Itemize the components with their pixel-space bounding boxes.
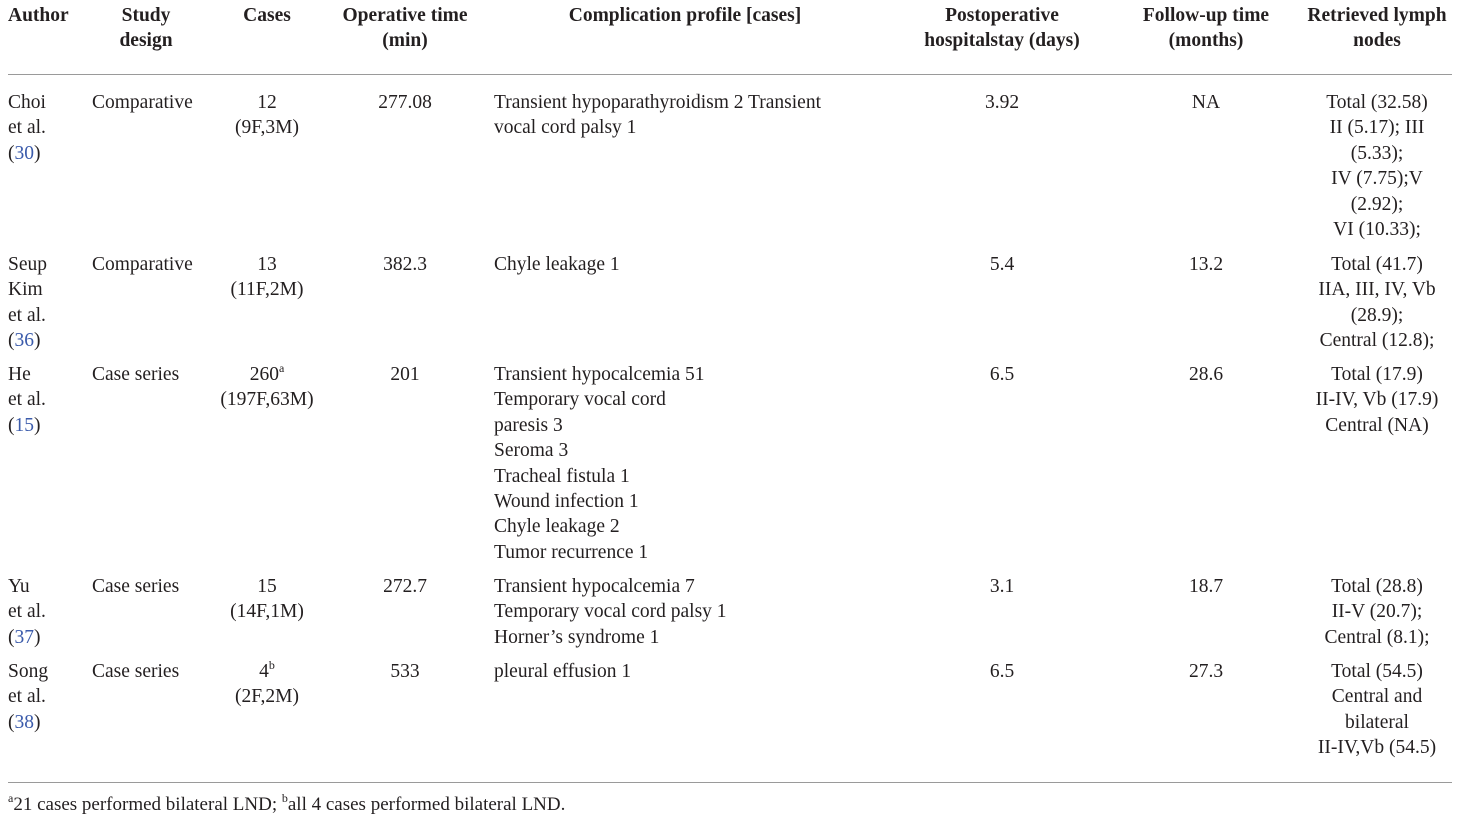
header-cases: Cases	[243, 5, 291, 26]
study-design-cell	[92, 659, 210, 684]
header-lymph-nodes: Retrieved lymph nodes	[1307, 5, 1447, 52]
lymph-nodes-cell	[1298, 659, 1456, 761]
cases-detail: (9F,3M)	[235, 117, 299, 139]
followup-cell	[1124, 659, 1288, 684]
author-line: Seup	[8, 254, 47, 275]
operative-time-value: 277.08	[378, 92, 432, 113]
reference-link[interactable]: 30	[14, 142, 34, 164]
reference-link[interactable]: 36	[14, 330, 34, 352]
cases-cell	[210, 362, 324, 413]
lymph-nodes-line: II-IV, Vb (17.9)	[1315, 389, 1439, 411]
complication-line: Horner’s syndrome 1	[494, 626, 660, 648]
complication-line: paresis 3	[494, 414, 563, 436]
header-followup: Follow-up time (months)	[1142, 5, 1270, 52]
hospital-stay-cell	[900, 252, 1104, 277]
complication-line: Tumor recurrence 1	[494, 541, 649, 563]
complication-line: Temporary vocal cord	[494, 389, 666, 411]
author-cell	[8, 362, 84, 438]
footnote	[8, 792, 565, 817]
followup-cell	[1124, 252, 1288, 277]
lymph-nodes-line: Central and	[1331, 686, 1423, 708]
operative-time-cell	[330, 574, 480, 599]
footnote-mark-a: a	[8, 790, 14, 805]
cases-count-line	[210, 574, 324, 599]
cases-detail: (2F,2M)	[235, 686, 299, 708]
study-design-value: Case series	[92, 576, 180, 597]
reference-link[interactable]: 38	[14, 711, 34, 733]
operative-time-cell	[330, 362, 480, 387]
study-design-cell	[92, 574, 210, 599]
complication-cell	[494, 252, 894, 277]
reference-line: (15)	[8, 414, 41, 436]
lymph-nodes-cell	[1298, 574, 1456, 650]
cases-cell	[210, 252, 324, 303]
author-cell	[8, 90, 84, 166]
lymph-nodes-line: Central (NA)	[1325, 414, 1429, 436]
study-design-cell	[92, 252, 210, 277]
author-cell	[8, 574, 84, 650]
lymph-nodes-line: Total (28.8)	[1331, 576, 1423, 597]
author-line: et al.	[8, 686, 46, 708]
cases-count-line	[210, 659, 324, 684]
hospital-stay-value: 3.1	[989, 576, 1015, 597]
cases-count-line	[210, 362, 324, 387]
complication-line: Temporary vocal cord palsy 1	[494, 601, 727, 623]
hospital-stay-cell	[900, 90, 1104, 115]
lymph-nodes-line: (28.9);	[1350, 304, 1404, 326]
complication-cell	[494, 659, 894, 684]
author-line: Song	[8, 661, 49, 682]
operative-time-value: 272.7	[383, 576, 427, 597]
complication-line: Tracheal fistula 1	[494, 465, 630, 487]
author-line: Choi	[8, 92, 46, 113]
cases-count: 12	[257, 92, 277, 113]
cases-footnote-mark: b	[268, 657, 275, 672]
operative-time-value: 533	[390, 661, 420, 682]
reference-link[interactable]: 37	[14, 626, 34, 648]
lymph-nodes-line: Total (17.9)	[1331, 364, 1423, 385]
reference-line: (36)	[8, 330, 41, 352]
lymph-nodes-line: II-V (20.7);	[1331, 601, 1423, 623]
lymph-nodes-line: Total (41.7)	[1331, 254, 1423, 275]
header-operative-time: Operative time (min)	[342, 5, 468, 52]
complication-line: Transient hypocalcemia 7	[494, 576, 695, 597]
complication-line: Chyle leakage 2	[494, 516, 620, 538]
complication-cell	[494, 90, 894, 141]
cases-count: 260	[249, 364, 279, 385]
cases-count-line	[210, 90, 324, 115]
complication-line: Transient hypoparathyroidism 2 Transient	[494, 92, 821, 113]
complication-line: vocal cord palsy 1	[494, 117, 637, 139]
hospital-stay-cell	[900, 574, 1104, 599]
footnote-b-text: all 4 cases performed bilateral LND.	[287, 794, 566, 815]
cases-cell	[210, 659, 324, 710]
complication-line: Seroma 3	[494, 440, 569, 462]
lymph-nodes-line: VI (10.33);	[1333, 219, 1421, 241]
followup-value: NA	[1191, 92, 1221, 113]
operative-time-cell	[330, 659, 480, 684]
cases-cell	[210, 90, 324, 141]
complication-cell	[494, 574, 894, 650]
footer-rule	[8, 782, 1452, 783]
lymph-nodes-line: IIA, III, IV, Vb	[1318, 279, 1436, 301]
complication-cell	[494, 362, 894, 565]
lymph-nodes-line: Total (54.5)	[1331, 661, 1423, 682]
cases-detail: (197F,63M)	[220, 389, 314, 411]
followup-cell	[1124, 90, 1288, 115]
hospital-stay-cell	[900, 362, 1104, 387]
lymph-nodes-line: II-IV,Vb (54.5)	[1317, 737, 1437, 759]
author-line: et al.	[8, 601, 46, 623]
author-cell	[8, 252, 84, 354]
header-rule	[8, 74, 1452, 75]
cases-count: 4	[259, 661, 269, 682]
followup-cell	[1124, 574, 1288, 599]
author-line: Yu	[8, 576, 30, 597]
lymph-nodes-cell	[1298, 90, 1456, 242]
footnote-a-text: 21 cases performed bilateral LND;	[13, 794, 282, 815]
operative-time-value: 382.3	[383, 254, 427, 275]
author-line: He	[8, 364, 31, 385]
operative-time-value: 201	[390, 364, 420, 385]
study-design-value: Case series	[92, 364, 180, 385]
complication-line: Chyle leakage 1	[494, 254, 620, 275]
reference-link[interactable]: 15	[14, 414, 34, 436]
cases-count: 15	[257, 576, 277, 597]
reference-line: (38)	[8, 711, 41, 733]
hospital-stay-cell	[900, 659, 1104, 684]
lymph-nodes-line: Total (32.58)	[1326, 92, 1428, 113]
followup-value: 27.3	[1188, 661, 1224, 682]
study-design-value: Case series	[92, 661, 180, 682]
lymph-nodes-line: Central (12.8);	[1319, 330, 1435, 352]
header-author: Author	[8, 5, 69, 26]
author-line: Kim	[8, 279, 43, 301]
author-line: et al.	[8, 389, 46, 411]
hospital-stay-value: 6.5	[989, 364, 1015, 385]
followup-value: 13.2	[1188, 254, 1224, 275]
author-line: et al.	[8, 304, 46, 326]
complication-line: Wound infection 1	[494, 491, 639, 513]
lymph-nodes-line: bilateral	[1345, 711, 1409, 733]
header-postoperative: Postoperative hospitalstay (days)	[924, 5, 1080, 52]
hospital-stay-value: 5.4	[989, 254, 1015, 275]
cases-cell	[210, 574, 324, 625]
study-design-cell	[92, 362, 210, 387]
footnote-mark-b: b	[281, 790, 288, 805]
cases-detail: (11F,2M)	[230, 279, 304, 301]
author-cell	[8, 659, 84, 735]
reference-line: (37)	[8, 626, 41, 648]
cases-count-line	[210, 252, 324, 277]
lymph-nodes-line: Central (8.1);	[1324, 626, 1430, 648]
complication-line: Transient hypocalcemia 51	[494, 364, 705, 385]
study-design-cell	[92, 90, 210, 115]
hospital-stay-value: 6.5	[989, 661, 1015, 682]
followup-value: 28.6	[1188, 364, 1224, 385]
header-study-design: Study design	[119, 5, 173, 52]
operative-time-cell	[330, 252, 480, 277]
cases-footnote-mark: a	[278, 360, 285, 375]
lymph-nodes-line: II (5.17); III	[1329, 117, 1425, 139]
author-line: et al.	[8, 117, 46, 139]
study-design-value: Comparative	[92, 92, 193, 113]
lymph-nodes-cell	[1298, 252, 1456, 354]
lymph-nodes-line: (5.33);	[1350, 142, 1404, 164]
reference-line: (30)	[8, 142, 41, 164]
cases-detail: (14F,1M)	[230, 601, 304, 623]
hospital-stay-value: 3.92	[984, 92, 1020, 113]
lymph-nodes-cell	[1298, 362, 1456, 438]
followup-value: 18.7	[1188, 576, 1224, 597]
lymph-nodes-line: (2.92);	[1350, 193, 1404, 215]
study-design-value: Comparative	[92, 254, 193, 275]
followup-cell	[1124, 362, 1288, 387]
complication-line: pleural effusion 1	[494, 661, 632, 682]
lymph-nodes-line: IV (7.75);V	[1331, 168, 1423, 190]
header-complication: Complication profile [cases]	[568, 5, 802, 26]
cases-count: 13	[257, 254, 277, 275]
operative-time-cell	[330, 90, 480, 115]
